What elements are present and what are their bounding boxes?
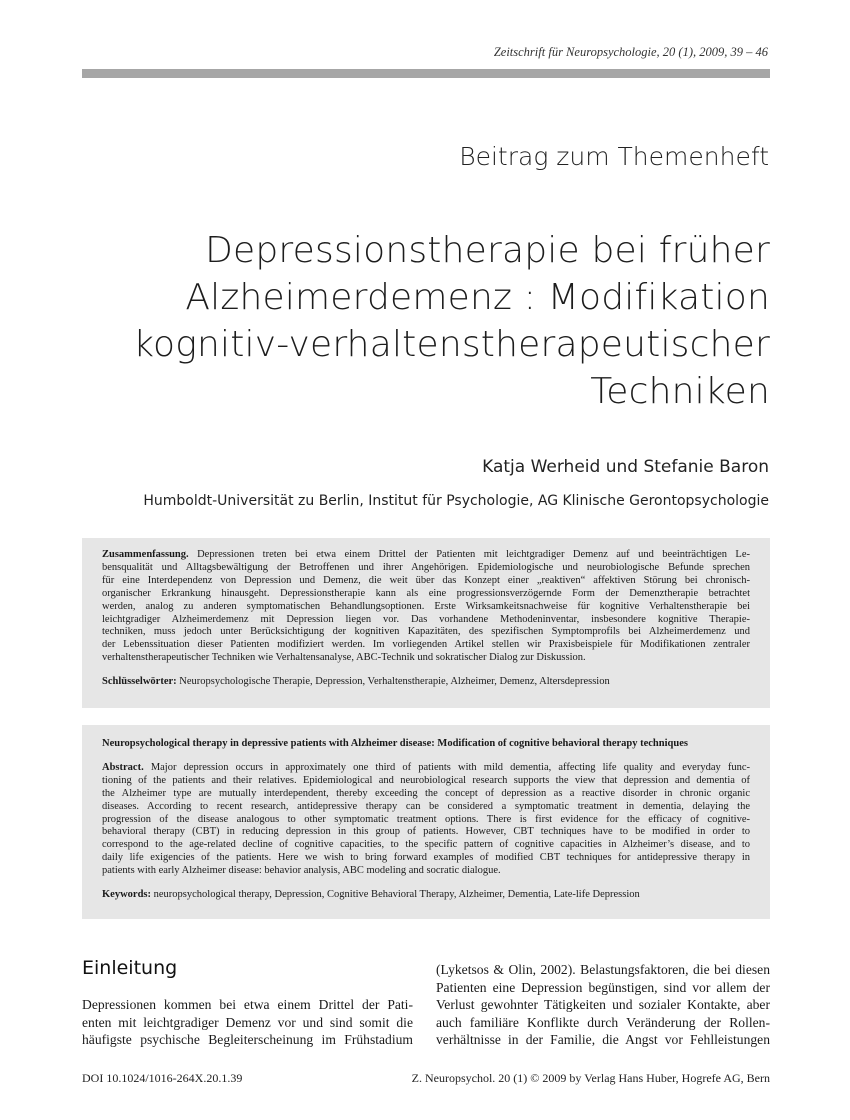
- footer-publisher: Z. Neuropsychol. 20 (1) © 2009 by Verlag Hans Huber, Hogrefe AG, Bern: [411, 1071, 770, 1085]
- title-line: Techniken: [590, 371, 770, 412]
- section-label: Beitrag zum Themenheft: [459, 142, 769, 171]
- abstract-german-box: [82, 538, 770, 708]
- abstract-german-label: Zusammenfassung.: [102, 549, 189, 560]
- title-line: kognitiv-verhaltenstherapeutischer: [133, 324, 770, 365]
- authors: Katja Werheid und Stefanie Baron: [482, 457, 769, 477]
- abstract-english-text: Abstract. Major depression occurs in approximately one third of patients with mild dementia, affecting life quality and everyday func- tioning of the patients and their relatives. Epidemiological and neurobiological research supports the view that depression and dementia of the Alzheimer type are mutually interdependent, thereby exceeding the concept of depression as a reactive disorder in chronic organic diseases. According to recent research, antidepressive therapy can be considered a symptomatic treatment in dementia, delaying the progression of the disease analogous to other symptomatic treatment options. There is first evidence for the efficacy of cognitive- behavioral therapy (CBT) in reducing depression in this group of patients. However, CBT techniques have to be modified in order to correspond to the age-related decline of cognitive capacities, to the specific pattern of cognitive capacities in Alzheimer’s disease, and to daily life exigencies of the patients. Here we wish to bring forward examples of modified CBT techniques for antidepressive therapy in patients with early Alzheimer disease: behavior analysis, ABC modeling and socratic dialogue.: [102, 761, 750, 877]
- intro-right-column: (Lyketsos & Olin, 2002). Belastungsfaktoren, die bei diesen Patienten eine Depression begünstigen, sind vor allem der Verlust gewohnter Tätigkeiten und sozialer Kontakte, aber auch familiäre Konflikte durch Veränderung der Rollen- verhältnisse in der Familie, die Angst vor Fehlleistungen: [436, 962, 770, 1048]
- abstract-english-box: [82, 725, 770, 919]
- footer-doi: DOI 10.1024/1016-264X.20.1.39: [82, 1071, 243, 1085]
- affiliation: Humboldt-Universität zu Berlin, Institut für Psychologie, AG Klinische Gerontopsychologie: [143, 493, 769, 509]
- keywords-german-label: Schlüsselwörter:: [102, 676, 177, 688]
- keywords-english: Keywords: neuropsychological therapy, Depression, Cognitive Behavioral Therapy, Alzheimer, Dementia, Late-life Depression: [102, 889, 640, 901]
- article-title: [82, 227, 770, 415]
- abstract-german-text: Zusammenfassung. Depressionen treten bei etwa einem Drittel der Patienten mit leichtgradiger Demenz auf und beeinträchtigen Le- bensqualität und Alltagsbewältigung der Betroffenen und ihrer Angehörigen. Epidemiologische und neurobiologische Befunde sprechen für eine Interdependenz von Depression und Demenz, die weit über das Konzept einer „reaktiven“ affektiven Störung bei chronisch- organischer Erkrankung hinausgeht. Depressionstherapie kann als eine progressionsverzögernde Form der Demenztherapie betrachtet werden, analog zu anderen symptomatischen Behandlungsoptionen. Erste Wirksamkeitsnachweise für kognitive Verhaltenstherapie bei leichtgradiger Alzheimerdemenz mit Depression liegen vor. Das vorhandene Methodeninventar, insbesondere kognitive Therapie- techniken, muss jedoch unter Berücksichtigung der kognitiven Kapazitäten, des spezifischen Symptomprofils bei Alzheimerdemenz und der Lebenssituation dieser Patienten modifiziert werden. Im vorliegenden Artikel stellen wir Praxisbeispiele für Modifikationen zentraler verhaltenstherapeutischer Techniken wie Verhaltensanalyse, ABC-Technik und sokratischer Dialog zur Diskussion.: [102, 549, 750, 664]
- journal-header: Zeitschrift für Neuropsychologie, 20 (1), 2009, 39 – 46: [493, 45, 768, 59]
- header-rule: [82, 69, 770, 78]
- title-line: Alzheimerdemenz : Modifikation: [185, 277, 770, 318]
- abstract-english-title: Neuropsychological therapy in depressive patients with Alzheimer disease: Modification of cognitive behavioral therapy techniques: [102, 738, 688, 749]
- abstract-english-label: Abstract.: [102, 761, 144, 773]
- intro-heading: Einleitung: [82, 957, 178, 979]
- keywords-english-label: Keywords:: [102, 889, 151, 901]
- title-line: Depressionstherapie bei früher: [205, 230, 770, 271]
- keywords-german: Schlüsselwörter: Neuropsychologische Therapie, Depression, Verhaltenstherapie, Alzheimer, Demenz, Altersdepression: [102, 676, 610, 688]
- intro-left-column: Depressionen kommen bei etwa einem Drittel der Pati- enten mit leichtgradiger Demenz vor und sind somit die häufigste psychische Begleiterscheinung im Frühstadium: [82, 997, 413, 1048]
